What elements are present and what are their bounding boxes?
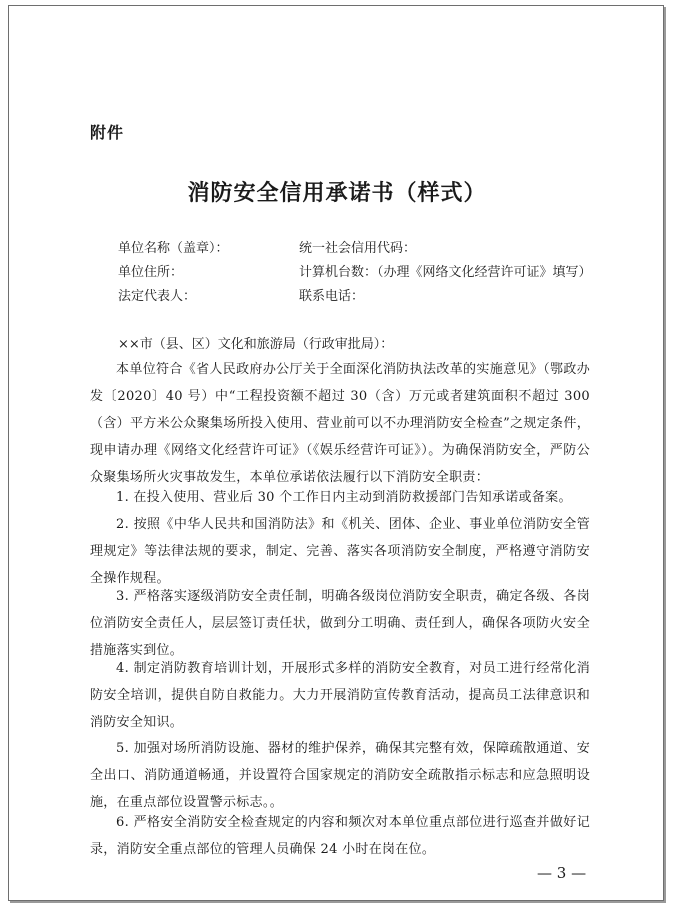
paragraph-item-6: 6. 严格安全消防安全检查规定的内容和频次对本单位重点部位进行巡查并做好记录，消防安全重点部位的管理人员确保 24 小时在岗在位。 — [90, 815, 590, 857]
field-unit-name: 单位名称（盖章）： — [118, 241, 229, 256]
field-computer-count: 计算机台数：（办理《网络文化经营许可证》填写） — [299, 265, 592, 280]
paragraph-item-5: 5. 加强对场所消防设施、器材的维护保养，确保其完整有效，保障疏散通道、安全出口、消防通道畅通，并设置符合国家规定的消防安全疏散指示标志和应急照明设施，在重点部位设置警示标志。。 — [90, 741, 590, 810]
field-contact-phone: 联系电话： — [299, 289, 365, 304]
paragraph-item-2: 2. 按照《中华人民共和国消防法》和《机关、团体、企业、事业单位消防安全管理规定》等法律法规的要求，制定、完善、落实各项消防安全制度，严格遵守消防安全操作规程。 — [90, 517, 590, 586]
paragraph-item-4: 4. 制定消防教育培训计划，开展形式多样的消防安全教育，对员工进行经常化消防安全培训，提供自防自救能力。大力开展消防宣传教育活动，提高员工法律意识和消防安全知识。 — [90, 661, 590, 730]
paragraph-item-1: 1. 在投入使用、营业后 30 个工作日内主动到消防救援部门告知承诺或备案。 — [116, 490, 572, 505]
field-legal-representative: 法定代表人： — [118, 289, 197, 304]
addressee: ××市（县、区）文化和旅游局（行政审批局）： — [118, 337, 394, 352]
page-number: — 3 — — [537, 864, 587, 882]
field-unit-address: 单位住所： — [118, 265, 184, 280]
paragraph-intro: 本单位符合《省人民政府办公厅关于全面深化消防执法改革的实施意见》（鄂政办发〔2020〕40 号）中“工程投资额不超过 30（含）万元或者建筑面积不超过 300（含）平方米公众聚集场所投入使用、营业前可以不办理消防安全检查”之规定条件，现申请办理《网络文化经营许可证》（《娱乐经营许可证》）。为确保消防安全，严防公众聚集场所火灾事故发生，本单位承诺依法履行以下消防安全职责： — [90, 362, 590, 485]
document-title: 消防安全信用承诺书（样式） — [187, 180, 487, 206]
annex-label: 附件 — [90, 123, 125, 142]
field-credit-code: 统一社会信用代码： — [299, 241, 417, 256]
paragraph-item-3: 3. 严格落实逐级消防安全责任制，明确各级岗位消防安全职责，确定各级、各岗位消防安全责任人，层层签订责任状，做到分工明确、责任到人，确保各项防火安全措施落实到位。 — [90, 589, 590, 658]
